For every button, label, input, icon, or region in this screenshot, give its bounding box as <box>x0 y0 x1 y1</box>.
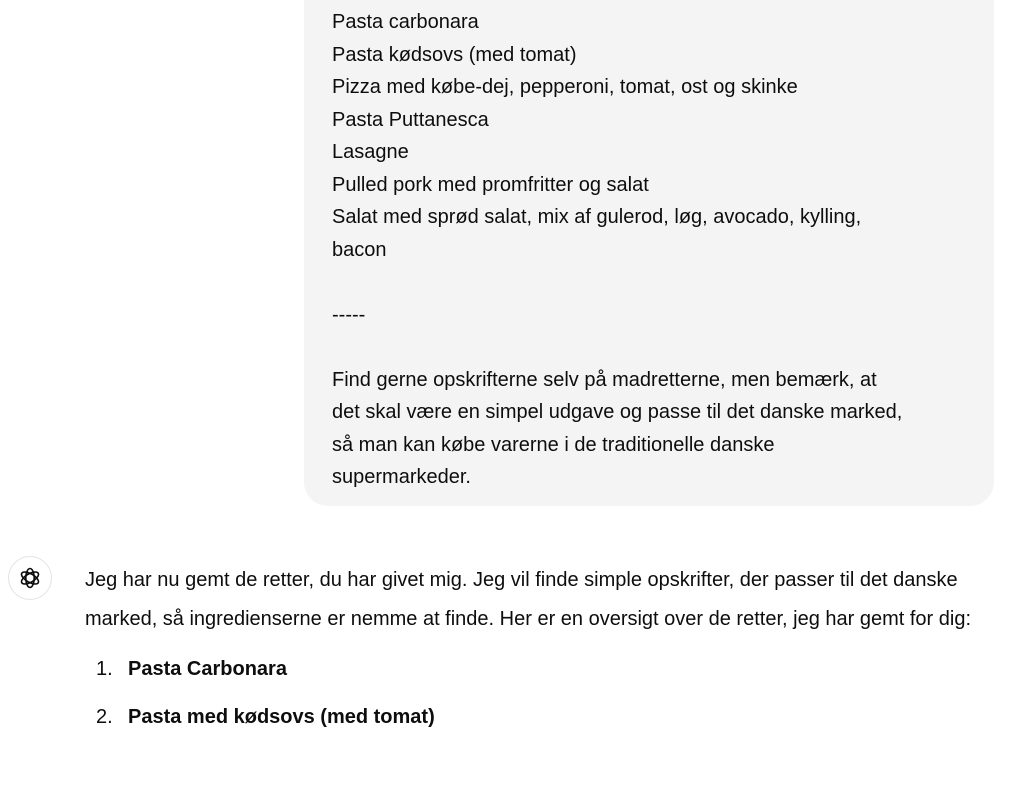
user-message-blank-line <box>332 266 972 299</box>
assistant-avatar <box>8 556 52 600</box>
user-message-line: Pasta kødsovs (med tomat) <box>332 43 577 66</box>
recipe-list <box>85 650 995 746</box>
list-item-number: 1. <box>96 658 113 680</box>
user-message-line: supermarkeder. <box>332 466 471 488</box>
assistant-message <box>85 561 995 746</box>
list-item <box>85 650 995 698</box>
list-item-title: Pasta med kødsovs (med tomat) <box>128 706 435 728</box>
list-item-number: 2. <box>96 706 113 728</box>
user-message-line: Lasagne <box>332 141 409 163</box>
user-message-text <box>332 6 972 494</box>
user-message-line: bacon <box>332 238 387 261</box>
user-message-line: Pulled pork med promfritter og salat <box>332 173 649 196</box>
user-message-separator: ----- <box>332 303 366 326</box>
user-message-blank-line <box>332 331 972 364</box>
user-message-line: Pizza med købe-dej, pepperoni, tomat, ost og skinke <box>332 76 798 98</box>
openai-logo-icon <box>17 565 43 591</box>
user-message-line: Salat med sprød salat, mix af gulerod, løg, avocado, kylling, <box>332 206 862 228</box>
user-message-line: det skal være en simpel udgave og passe til det danske marked, <box>332 401 903 423</box>
user-message-line: så man kan købe varerne i de traditionelle danske <box>332 433 775 456</box>
user-message-line: Pasta Puttanesca <box>332 108 489 131</box>
list-item-title: Pasta Carbonara <box>128 658 287 680</box>
list-item <box>85 698 995 746</box>
assistant-intro-text: Jeg har nu gemt de retter, du har givet mig. Jeg vil finde simple opskrifter, der passer til det danske marked, så ingredienserne er nemme at finde. Her er en oversigt over de retter, jeg har gemt for dig: <box>85 569 971 630</box>
user-message-line: Pasta carbonara <box>332 11 479 33</box>
user-message-line: Find gerne opskrifterne selv på madretterne, men bemærk, at <box>332 368 877 391</box>
